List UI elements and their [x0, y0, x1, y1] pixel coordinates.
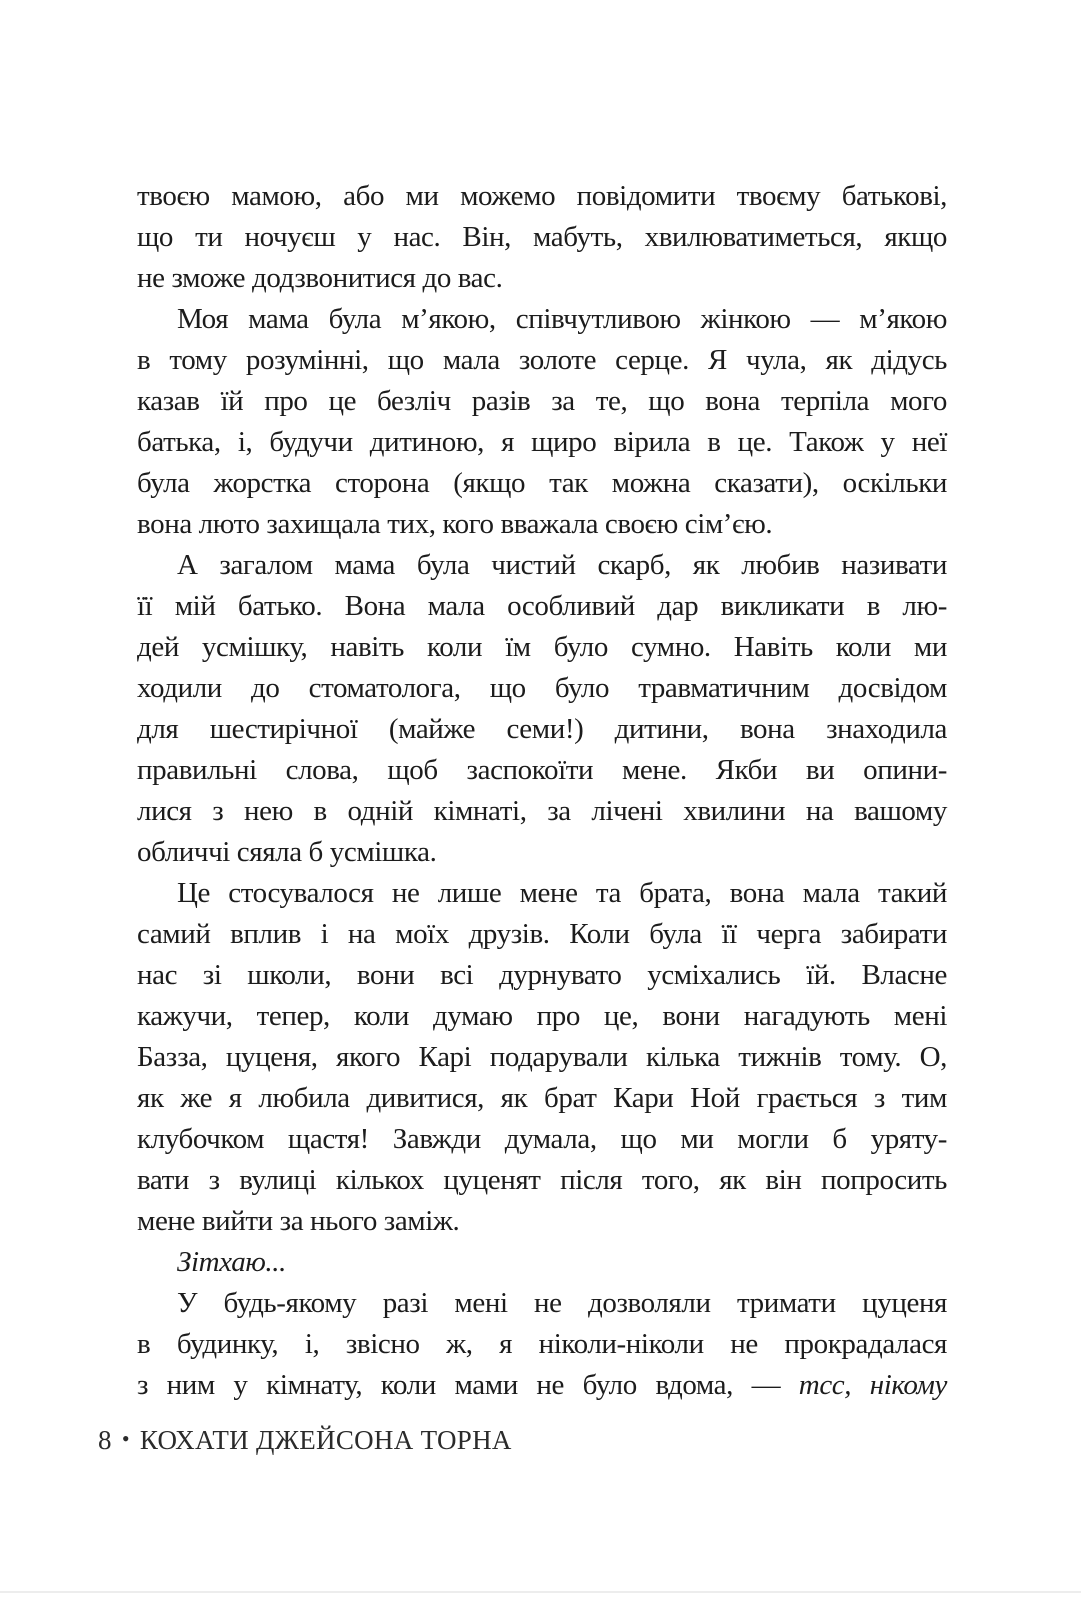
text-segment: Моя мама була м’якою, співчутливою жінкою — м’якою: [177, 303, 947, 335]
text-line: [137, 1201, 947, 1242]
text-segment: мене вийти за нього заміж.: [137, 1205, 460, 1237]
paragraph: [137, 545, 947, 873]
text-line: [137, 258, 947, 299]
text-segment: лися з нею в одній кімнаті, за лічені хвилини на вашому: [137, 795, 947, 827]
text-line: [137, 709, 947, 750]
text-segment: вати з вулиці кількох цуценят після того, як він попросить: [137, 1164, 947, 1196]
text-segment: клубочком щастя! Завжди думала, що ми могли б уряту-: [137, 1123, 947, 1155]
footer-book-title: КОХАТИ ДЖЕЙСОНА ТОРНА: [139, 1425, 512, 1455]
text-segment: в тому розумінні, що мала золоте серце. Я чула, як дідусь: [137, 344, 947, 376]
text-line: [137, 1119, 947, 1160]
text-segment: А загалом мама була чистий скарб, як любив називати: [177, 549, 947, 581]
text-segment: кажучи, тепер, коли думаю про це, вони нагадують мені: [137, 1000, 947, 1032]
text-line: [137, 668, 947, 709]
text-segment: обличчі сяяла б усмішка.: [137, 836, 437, 868]
text-line: [137, 299, 947, 340]
text-segment: батька, і, будучи дитиною, я щиро вірила в це. Також у неї: [137, 426, 947, 458]
page-bottom-edge: [0, 1591, 1081, 1593]
paragraph: [137, 299, 947, 545]
text-block: [137, 176, 947, 1406]
page-footer: [98, 1424, 512, 1456]
text-segment: її мій батько. Вона мала особливий дар викликати в лю-: [137, 590, 947, 622]
text-line: [137, 873, 947, 914]
text-line: [137, 1078, 947, 1119]
text-line: [137, 996, 947, 1037]
footer-bullet-separator: •: [121, 1426, 130, 1451]
text-segment: дей усмішку, навіть коли їм було сумно. Навіть коли ми: [137, 631, 947, 663]
text-line: [137, 955, 947, 996]
text-line: [137, 832, 947, 873]
text-line: [137, 791, 947, 832]
text-line: [137, 463, 947, 504]
text-line: [137, 750, 947, 791]
text-segment: Базза, цуценя, якого Карі подарували кілька тижнів тому. О,: [137, 1041, 947, 1073]
text-segment: з ним у кімнату, коли мами не було вдома, —: [137, 1369, 799, 1401]
text-line: [137, 381, 947, 422]
text-line: [137, 176, 947, 217]
text-segment: була жорстка сторона (якщо так можна сказати), оскільки: [137, 467, 947, 499]
text-line: [137, 1365, 947, 1406]
text-segment: казав їй про це безліч разів за те, що вона терпіла мого: [137, 385, 947, 417]
text-segment: не зможе додзвонитися до вас.: [137, 262, 503, 294]
text-line: [137, 217, 947, 258]
text-segment: що ти ночуєш у нас. Він, мабуть, хвилюватиметься, якщо: [137, 221, 947, 253]
text-line: [137, 1037, 947, 1078]
text-segment: правильні слова, щоб заспокоїти мене. Якби ви опини-: [137, 754, 947, 786]
text-line: [137, 545, 947, 586]
paragraph: [137, 176, 947, 299]
text-segment: твоєю мамою, або ми можемо повідомити твоєму батькові,: [137, 180, 947, 212]
paragraph: [137, 1283, 947, 1406]
text-segment: самий вплив і на моїх друзів. Коли була її черга забирати: [137, 918, 947, 950]
text-line: [137, 1324, 947, 1365]
text-segment: нас зі школи, вони всі дурнувато усміхались їй. Власне: [137, 959, 947, 991]
text-segment: для шестирічної (майже семи!) дитини, вона знаходила: [137, 713, 947, 745]
text-segment: в будинку, і, звісно ж, я ніколи-ніколи не прокрадалася: [137, 1328, 947, 1360]
text-segment: Це стосувалося не лише мене та брата, вона мала такий: [177, 877, 947, 909]
text-segment: ходили до стоматолога, що було травматичним досвідом: [137, 672, 947, 704]
italic-text-segment: тсс, нікому: [798, 1369, 947, 1401]
paragraph: [137, 1242, 947, 1283]
text-line: [137, 1160, 947, 1201]
text-line: [137, 422, 947, 463]
text-line: [137, 586, 947, 627]
text-line: [137, 1242, 947, 1283]
text-line: [137, 914, 947, 955]
text-line: [137, 340, 947, 381]
text-line: [137, 627, 947, 668]
paragraph: [137, 873, 947, 1242]
page-number: 8: [98, 1425, 112, 1455]
text-line: [137, 504, 947, 545]
text-segment: У будь-якому разі мені не дозволяли тримати цуценя: [177, 1287, 947, 1319]
text-segment: як же я любила дивитися, як брат Кари Ной грається з тим: [137, 1082, 947, 1114]
italic-text-segment: Зітхаю...: [177, 1246, 286, 1278]
text-segment: вона люто захищала тих, кого вважала своєю сім’єю.: [137, 508, 773, 540]
text-line: [137, 1283, 947, 1324]
